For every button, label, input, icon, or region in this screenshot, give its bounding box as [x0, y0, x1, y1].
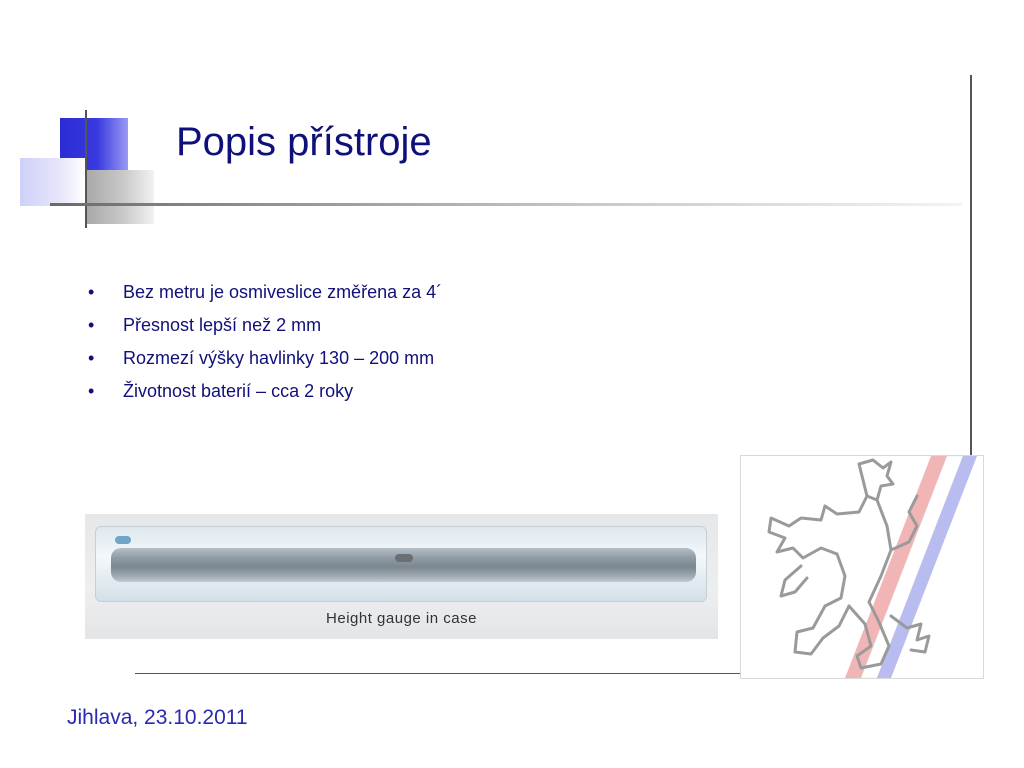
bullet-text: Rozmezí výšky havlinky 130 – 200 mm	[123, 348, 435, 368]
decorative-square-light	[20, 158, 86, 206]
bullet-item	[88, 280, 442, 313]
slide-title: Popis přístroje	[176, 120, 432, 164]
bullet-icon: •	[88, 381, 95, 401]
bullet-item	[88, 313, 442, 346]
bullet-text: Životnost baterií – cca 2 roky	[123, 381, 354, 401]
heraldic-lion-emblem-icon	[740, 455, 984, 679]
emblem-graphic	[741, 456, 983, 678]
bullet-list	[88, 280, 442, 412]
gauge-knob	[395, 554, 413, 562]
bullet-text: Bez metru je osmiveslice změřena za 4´	[123, 282, 443, 302]
title-underline	[50, 203, 962, 206]
bullet-text: Přesnost lepší než 2 mm	[123, 315, 322, 335]
decorative-square-gray	[86, 170, 154, 224]
bullet-item	[88, 346, 442, 379]
bullet-icon: •	[88, 282, 95, 302]
bullet-icon: •	[88, 315, 95, 335]
photo-caption: Height gauge in case	[326, 610, 477, 627]
bullet-icon: •	[88, 348, 95, 368]
footer-place-date: Jihlava, 23.10.2011	[67, 706, 248, 729]
gauge-logo-icon	[115, 536, 131, 544]
height-gauge-photo	[85, 514, 718, 639]
decorative-vertical-line	[85, 110, 87, 228]
bullet-item	[88, 379, 442, 412]
